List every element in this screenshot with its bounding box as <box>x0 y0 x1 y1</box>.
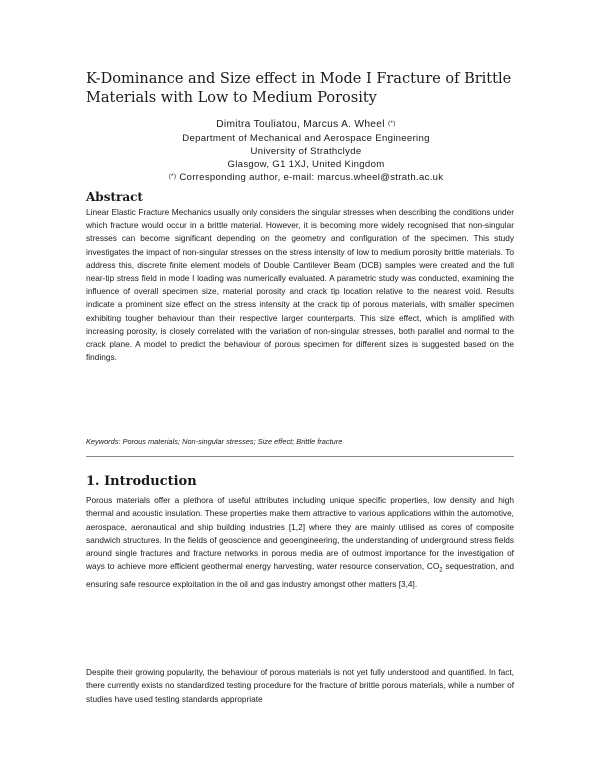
abstract-heading: Abstract <box>86 190 143 204</box>
intro-p1-text-end: sequestration, and ensuring safe resource exploitation in the oil and gas industry amongst other matters [3,4]. <box>86 561 515 590</box>
keywords: Keywords: Porous materials; Non-singular stresses; Size effect; Brittle fracture <box>86 437 343 446</box>
affiliation-university: University of Strathclyde <box>250 146 362 157</box>
intro-p1-text: Porous materials offer a plethora of useful attributes including unique specific properties, low density and high thermal and acoustic insulation. These properties make them attractive to various applications within the automotive, aerospace, aeronautical and ship building industries [1,2] where they are mainly utilised as cores of composite sandwich structures. In the fields of geoscience and geoengineering, the understanding of underground stress fields around single fractures and fracture networks in porous media are of outmost importance for the investigation of ways to achieve more efficient geothermal energy harvesting, water resource conservation, CO <box>86 495 514 572</box>
author-block <box>86 118 526 184</box>
authors: Dimitra Touliatou, Marcus A. Wheel <box>216 119 385 130</box>
corresponding-text: Corresponding author, e-mail: marcus.wheel@strath.ac.uk <box>176 172 444 183</box>
affiliation-address: Glasgow, G1 1XJ, United Kingdom <box>227 159 385 170</box>
corresponding-marker: (*) <box>387 120 396 127</box>
author-line <box>86 118 526 132</box>
affiliation-department: Department of Mechanical and Aerospace Engineering <box>182 133 430 144</box>
co2-subscript: 2 <box>439 568 443 575</box>
corresponding-author <box>86 171 526 184</box>
introduction-paragraph-2: Despite their growing popularity, the behaviour of porous materials is not yet fully understood and quantified. In fact, there currently exists no standardized testing procedure for the fracture of brittle porous materials, while a number of studies have used testing standards appropriate <box>86 667 514 704</box>
introduction-heading: 1. Introduction <box>86 474 197 489</box>
abstract-body: Linear Elastic Fracture Mechanics usually only considers the singular stresses when describing the conditions under which fracture would occur in a brittle material. However, it is becoming more widely recognised that non-singular stresses can become significant depending on the geometry and configuration of the specimen. This study investigates the impact of non-singular stresses on the stress intensity of low to medium porosity brittle materials. To address this, discrete finite element models of Double Cantilever Beam (DCB) samples were created and the full near-tip stress field in mode I loading was numerically evaluated. A parametric study was conducted, examining the influence of overall specimen size, material porosity and crack tip location relative to the nearest void. Results indicate a prominent size effect on the stress intensity at the crack tip of porous materials, with smaller specimen exhibiting tougher behaviour than their respective larger counterparts. This size effect, which is amplified with increasing porosity, is closely correlated with the variation of non-singular stresses, both parallel and normal to the crack plane. A model to predict the behaviour of porous specimen for different sizes is suggested based on the findings. <box>86 207 514 363</box>
corresponding-marker-note: (*) <box>168 173 177 180</box>
introduction-paragraph-1 <box>86 494 514 592</box>
section-divider <box>86 456 514 457</box>
paper-title: K-Dominance and Size effect in Mode I Fracture of Brittle Materials with Low to Medium Porosity <box>86 71 512 106</box>
